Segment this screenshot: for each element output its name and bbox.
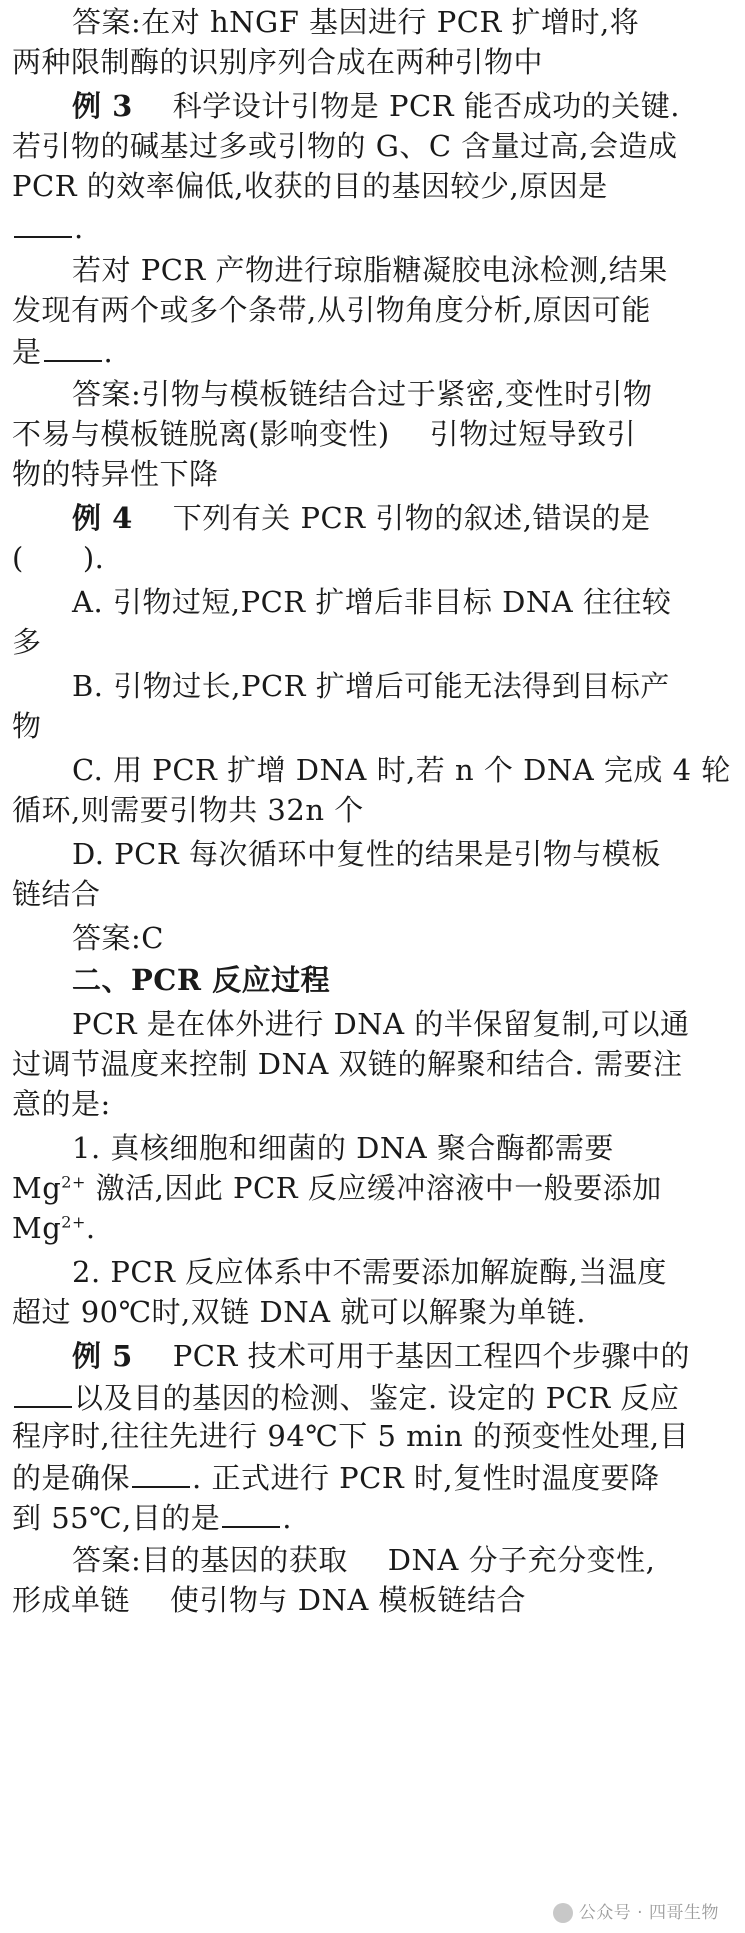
text-line: 若引物的碱基过多或引物的 G、C 含量过高,会造成 [12, 129, 678, 163]
example-label: 例 4 [72, 501, 133, 535]
option-a: A. 引物过短,PCR 扩增后非目标 DNA 往往较 [72, 585, 672, 619]
text-span: 答案:目的基因的获取 [72, 1543, 348, 1577]
text-line [12, 1211, 733, 1245]
watermark [553, 1898, 719, 1923]
text-line: 多 [12, 625, 42, 659]
answer-blank [132, 1462, 190, 1488]
text-span: 到 55℃,目的是 [12, 1501, 221, 1535]
text-line: 程序时,往往先进行 94℃下 5 min 的预变性处理,目 [12, 1419, 690, 1453]
superscript: 2+ [61, 1172, 86, 1192]
text-span: 下列有关 PCR 引物的叙述,错误的是 [172, 501, 651, 535]
text-span: 激活,因此 PCR 反应缓冲溶液中一般要添加 [85, 1171, 662, 1205]
text-line: ( ). [12, 541, 105, 575]
text-span: Mg [12, 1171, 62, 1205]
text-line: PCR 是在体外进行 DNA 的半保留复制,可以通 [72, 1007, 690, 1041]
example-label: 例 3 [72, 89, 133, 123]
text-line: PCR 的效率偏低,收获的目的基因较少,原因是 [12, 169, 608, 203]
text-line: 答案:在对 hNGF 基因进行 PCR 扩增时,将 [72, 5, 640, 39]
text-line: 发现有两个或多个条带,从引物角度分析,原因可能 [12, 293, 651, 327]
example-label: 例 5 [72, 1339, 133, 1373]
text-line: 过调节温度来控制 DNA 双链的解聚和结合. 需要注 [12, 1047, 683, 1081]
superscript: 2+ [61, 1212, 86, 1232]
example-4-heading [72, 501, 733, 535]
example-3-heading [72, 89, 733, 123]
text-span: 是 [12, 335, 42, 369]
text-span: . 正式进行 PCR 时,复性时温度要降 [192, 1461, 660, 1495]
text-span: PCR 技术可用于基因工程四个步骤中的 [172, 1339, 691, 1373]
example-5-heading [72, 1339, 733, 1373]
text-span: . [282, 1501, 292, 1535]
text-line: 答案:引物与模板链结合过于紧密,变性时引物 [72, 377, 653, 411]
answer-blank-line [12, 336, 733, 367]
watermark-text: 公众号 · 四哥生物 [578, 1903, 719, 1923]
wechat-icon [553, 1903, 573, 1923]
text-span: . [103, 335, 114, 369]
text-line: 物 [12, 709, 42, 743]
text-line: 1. 真核细胞和细菌的 DNA 聚合酶都需要 [72, 1131, 614, 1165]
text-line: 物的特异性下降 [12, 457, 219, 491]
answer-line [12, 1583, 733, 1617]
text-line: 循环,则需要引物共 32n 个 [12, 793, 364, 827]
answer-blank-line [12, 212, 733, 243]
text-line: 超过 90℃时,双链 DNA 就可以解聚为单链. [12, 1295, 587, 1329]
answer-line [72, 1543, 733, 1577]
answer-blank [14, 1382, 72, 1408]
text-span: . [74, 211, 84, 245]
answer-blank [222, 1502, 280, 1528]
text-span: 不易与模板链脱离(影响变性) [12, 417, 390, 451]
answer-blank-line [12, 1382, 733, 1413]
text-span: Mg [12, 1211, 62, 1245]
answer-line: 答案:C [72, 921, 164, 955]
text-span: 的是确保 [12, 1461, 131, 1495]
text-span: DNA 分子充分变性, [387, 1543, 656, 1577]
text-span: . [85, 1211, 96, 1245]
text-span: 引物过短导致引 [429, 417, 637, 451]
section-heading: 二、PCR 反应过程 [72, 963, 331, 997]
answer-blank [44, 336, 102, 362]
text-line: 2. PCR 反应体系中不需要添加解旋酶,当温度 [72, 1255, 667, 1289]
text-line: 两种限制酶的识别序列合成在两种引物中 [12, 45, 544, 79]
text-span: 形成单链 [12, 1583, 131, 1617]
answer-blank-line [12, 1462, 733, 1493]
text-line [12, 1171, 733, 1205]
text-span: 以及目的基因的检测、鉴定. 设定的 PCR 反应 [74, 1381, 680, 1415]
text-line: 链结合 [12, 877, 101, 911]
option-b: B. 引物过长,PCR 扩增后可能无法得到目标产 [72, 669, 670, 703]
text-line: 意的是: [12, 1087, 111, 1121]
option-c: C. 用 PCR 扩增 DNA 时,若 n 个 DNA 完成 4 轮 [72, 753, 731, 787]
text-span: 科学设计引物是 PCR 能否成功的关键. [172, 89, 680, 123]
text-line [12, 417, 733, 451]
text-line: 若对 PCR 产物进行琼脂糖凝胶电泳检测,结果 [72, 253, 668, 287]
option-d: D. PCR 每次循环中复性的结果是引物与模板 [72, 837, 661, 871]
text-span: 使引物与 DNA 模板链结合 [170, 1583, 527, 1617]
answer-blank [14, 212, 72, 238]
answer-blank-line [12, 1502, 733, 1533]
